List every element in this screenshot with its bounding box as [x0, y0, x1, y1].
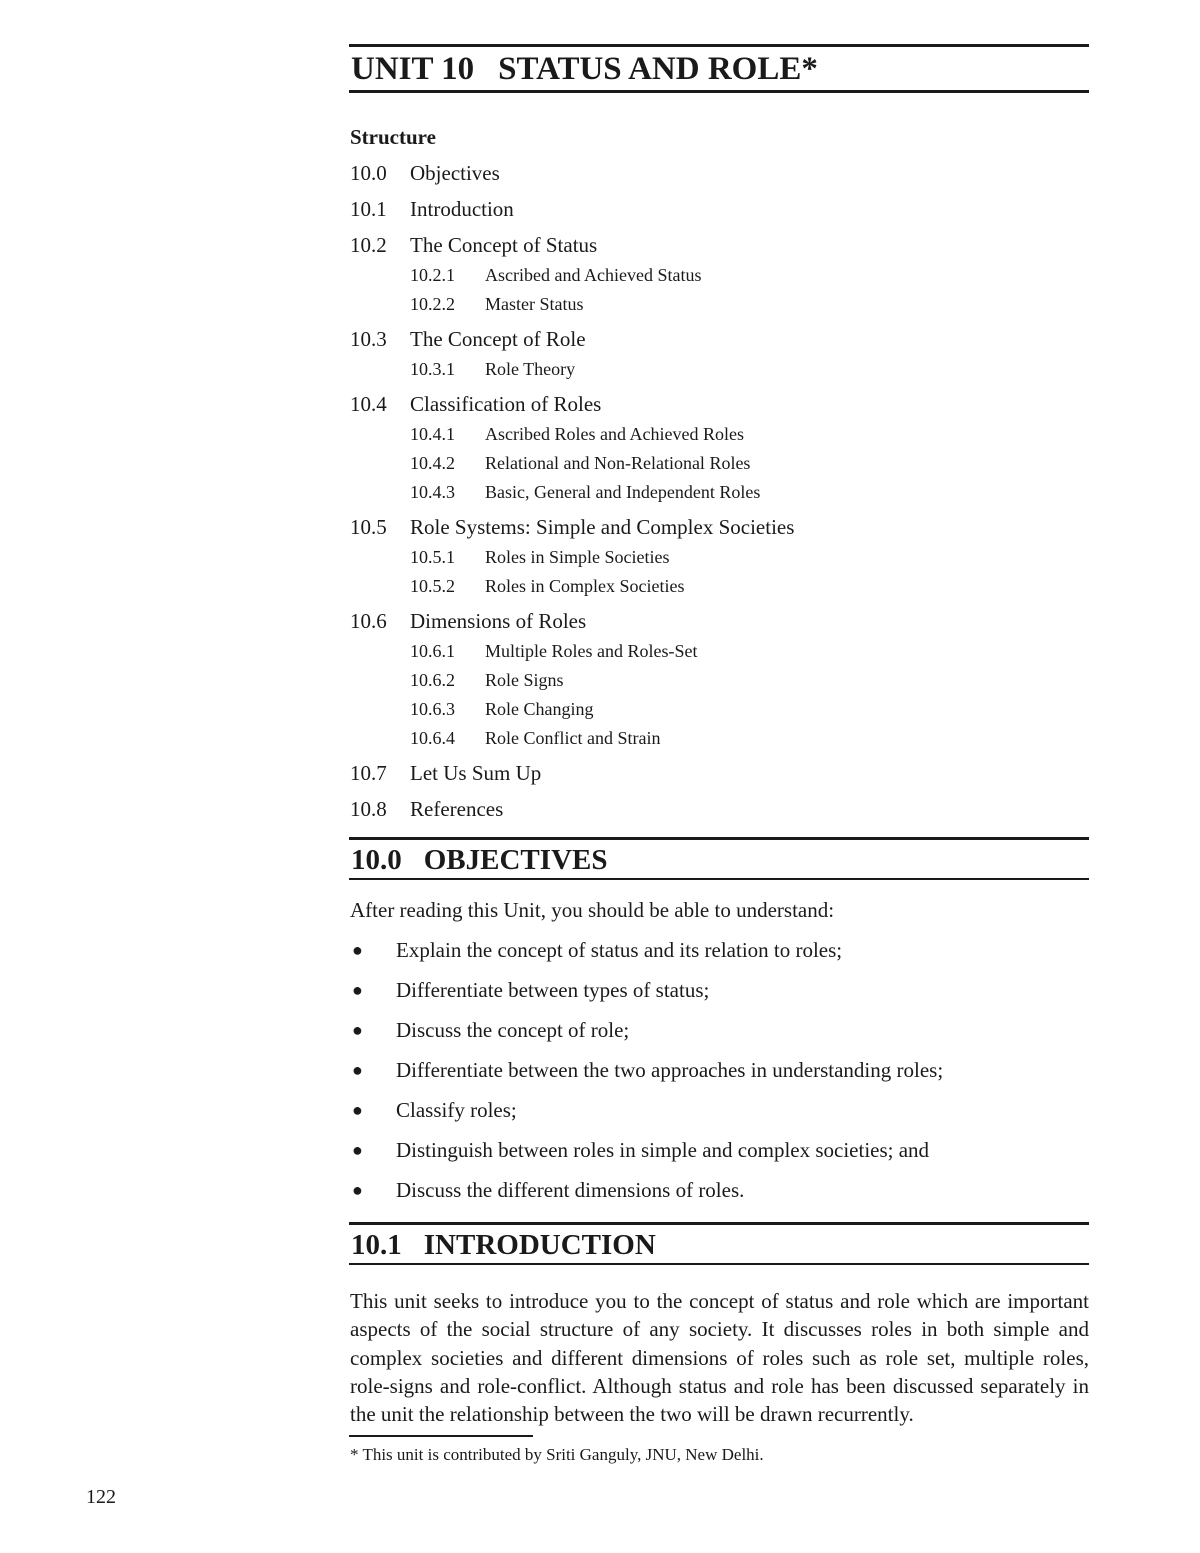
toc-subitem-number: 10.2.2: [410, 294, 455, 314]
toc-sublist: [350, 359, 1089, 380]
toc-number: 10.5: [350, 515, 387, 539]
toc-item: [350, 515, 1089, 597]
toc-subitem-title: Ascribed Roles and Achieved Roles: [485, 424, 744, 444]
toc-number: 10.4: [350, 392, 387, 416]
toc-item: [350, 609, 1089, 749]
objective-text: Differentiate between the two approaches in understanding roles;: [396, 1058, 944, 1082]
toc-subitem-title: Role Theory: [485, 359, 576, 379]
toc-subitem: [410, 265, 1089, 286]
bullet-icon: ●: [352, 1140, 363, 1160]
toc-subitem-number: 10.6.2: [410, 670, 455, 690]
toc-item: [350, 197, 1089, 221]
bullet-icon: ●: [352, 980, 363, 1000]
bullet-icon: ●: [352, 940, 363, 960]
toc-sublist: [350, 547, 1089, 597]
toc-subitem-title: Basic, General and Independent Roles: [485, 482, 761, 502]
unit-name: STATUS AND ROLE*: [498, 51, 818, 87]
objectives-lead: After reading this Unit, you should be able to understand:: [350, 898, 835, 922]
toc-title: Classification of Roles: [410, 392, 602, 416]
toc-subitem: [410, 728, 1089, 749]
bullet-icon: ●: [352, 1180, 363, 1200]
footnote-rule: [349, 1435, 533, 1437]
toc-number: 10.0: [350, 161, 387, 185]
toc-item: [350, 797, 1089, 821]
toc-title: Let Us Sum Up: [410, 761, 542, 785]
toc-subitem-title: Roles in Simple Societies: [485, 547, 670, 567]
toc-title: The Concept of Status: [410, 233, 598, 257]
toc-item: [350, 233, 1089, 315]
toc-sublist: [350, 265, 1089, 315]
toc-subitem-title: Multiple Roles and Roles-Set: [485, 641, 698, 661]
objective-text: Explain the concept of status and its relation to roles;: [396, 938, 843, 962]
objective-text: Discuss the different dimensions of roles.: [396, 1178, 745, 1202]
objective-text: Differentiate between types of status;: [396, 978, 710, 1002]
introduction-title: [351, 1229, 1089, 1261]
toc-title: Objectives: [410, 161, 500, 185]
toc-number: 10.2: [350, 233, 387, 257]
toc-title: Introduction: [410, 197, 514, 221]
toc-item: [350, 761, 1089, 785]
objectives-number: 10.0: [351, 844, 402, 876]
toc-subitem-title: Roles in Complex Societies: [485, 576, 685, 596]
objective-text: Discuss the concept of role;: [396, 1018, 630, 1042]
toc-subitem: [410, 547, 1089, 568]
toc-subitem-number: 10.4.1: [410, 424, 455, 444]
toc-title: The Concept of Role: [410, 327, 586, 351]
objective-item: [349, 1058, 1089, 1082]
toc-title: Dimensions of Roles: [410, 609, 587, 633]
toc-subitem-number: 10.4.3: [410, 482, 455, 502]
toc-subitem: [410, 424, 1089, 445]
page-content: [349, 44, 1089, 1465]
toc-subitem-number: 10.5.2: [410, 576, 455, 596]
introduction-text: This unit seeks to introduce you to the concept of status and role which are important aspects of the social structure of any society. It discusses roles in both simple and complex societies and different dimensions of roles such as role set, multiple roles, role-signs and role-conflict. Although status and role has been discussed separately in the unit the relationship between the two will be drawn recurrently.: [350, 1289, 1089, 1427]
toc-row: [350, 761, 1089, 785]
unit-number: UNIT 10: [351, 51, 475, 87]
toc-title: Role Systems: Simple and Complex Societies: [410, 515, 795, 539]
toc-row: [350, 233, 1089, 257]
toc-subitem-number: 10.3.1: [410, 359, 455, 379]
toc-row: [350, 327, 1089, 351]
toc-subitem-title: Master Status: [485, 294, 584, 314]
toc-title: References: [410, 797, 504, 821]
toc-subitem-title: Role Conflict and Strain: [485, 728, 661, 748]
toc-number: 10.7: [350, 761, 387, 785]
objective-item: [349, 938, 1089, 962]
page-number: 122: [86, 1486, 116, 1508]
objective-text: Classify roles;: [396, 1098, 517, 1122]
toc-number: 10.8: [350, 797, 387, 821]
objectives-title: [351, 844, 1089, 876]
objectives-heading: OBJECTIVES: [423, 844, 608, 876]
toc-row: [350, 609, 1089, 633]
introduction-number: 10.1: [351, 1229, 402, 1261]
objectives-list: [349, 938, 1089, 1202]
objective-text: Distinguish between roles in simple and complex societies; and: [396, 1138, 930, 1162]
table-of-contents: [350, 161, 1089, 821]
toc-subitem-title: Ascribed and Achieved Status: [485, 265, 702, 285]
objective-item: [349, 1138, 1089, 1162]
introduction-header: [349, 1222, 1089, 1265]
toc-subitem: [410, 482, 1089, 503]
toc-subitem-number: 10.5.1: [410, 547, 455, 567]
toc-subitem: [410, 641, 1089, 662]
bullet-icon: ●: [352, 1020, 363, 1040]
unit-header: [349, 44, 1089, 93]
toc-subitem: [410, 359, 1089, 380]
introduction-heading: INTRODUCTION: [423, 1229, 656, 1261]
toc-row: [350, 161, 1089, 185]
toc-number: 10.1: [350, 197, 387, 221]
toc-subitem-title: Relational and Non-Relational Roles: [485, 453, 751, 473]
objective-item: [349, 1018, 1089, 1042]
objectives-header: [349, 837, 1089, 880]
toc-subitem-number: 10.6.1: [410, 641, 455, 661]
objective-item: [349, 1178, 1089, 1202]
objective-item: [349, 978, 1089, 1002]
toc-sublist: [350, 424, 1089, 503]
toc-subitem-number: 10.2.1: [410, 265, 455, 285]
toc-item: [350, 392, 1089, 503]
toc-sublist: [350, 641, 1089, 749]
unit-title: [351, 51, 1089, 88]
toc-row: [350, 197, 1089, 221]
toc-subitem-title: Role Changing: [485, 699, 594, 719]
toc-subitem-number: 10.6.4: [410, 728, 455, 748]
toc-subitem-number: 10.6.3: [410, 699, 455, 719]
toc-subitem: [410, 453, 1089, 474]
toc-subitem: [410, 699, 1089, 720]
objective-item: [349, 1098, 1089, 1122]
toc-subitem: [410, 576, 1089, 597]
bullet-icon: ●: [352, 1100, 363, 1120]
toc-number: 10.6: [350, 609, 387, 633]
toc-subitem-number: 10.4.2: [410, 453, 455, 473]
toc-subitem: [410, 294, 1089, 315]
toc-item: [350, 161, 1089, 185]
toc-subitem: [410, 670, 1089, 691]
bullet-icon: ●: [352, 1060, 363, 1080]
footnote: * This unit is contributed by Sriti Ganguly, JNU, New Delhi.: [350, 1445, 764, 1465]
structure-label: Structure: [350, 125, 436, 149]
toc-item: [350, 327, 1089, 380]
toc-row: [350, 392, 1089, 416]
toc-row: [350, 515, 1089, 539]
toc-subitem-title: Role Signs: [485, 670, 564, 690]
toc-row: [350, 797, 1089, 821]
toc-number: 10.3: [350, 327, 387, 351]
